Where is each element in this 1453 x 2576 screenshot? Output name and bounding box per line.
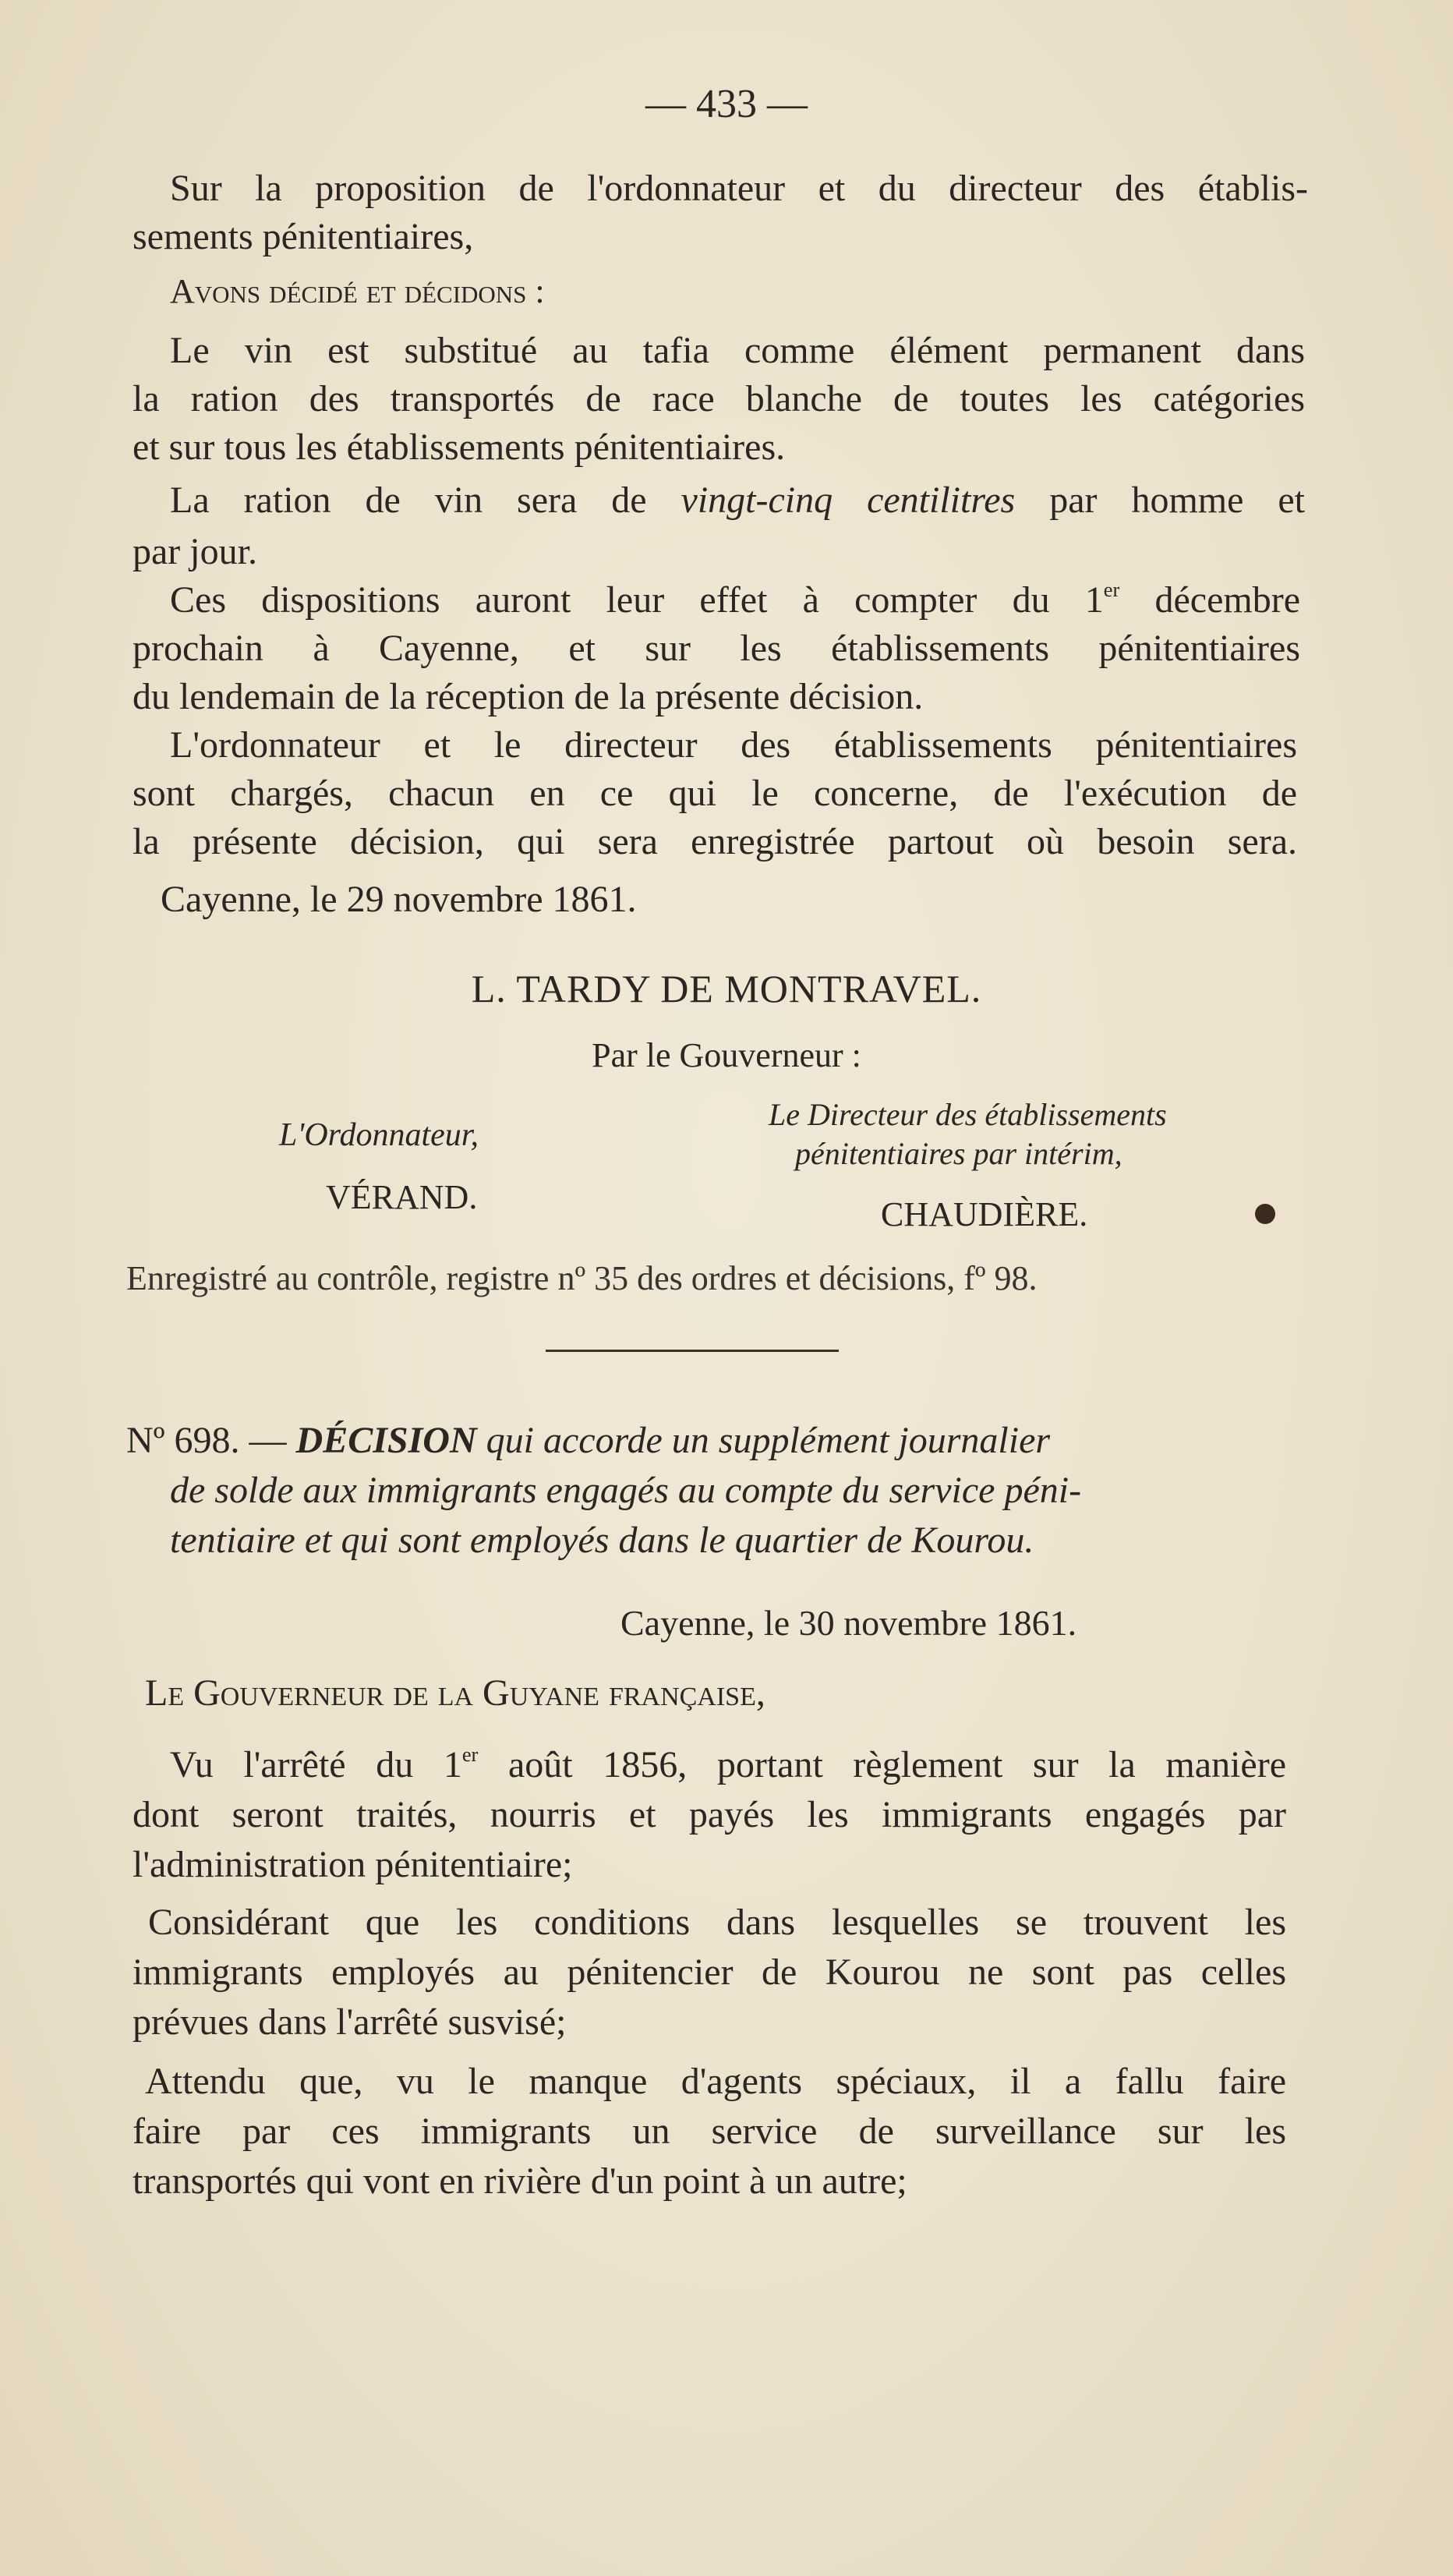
place-date: Cayenne, le 29 novembre 1861. <box>161 879 637 920</box>
page-number: — 433 — <box>645 82 808 126</box>
ink-blot <box>1255 1204 1275 1224</box>
director-title-line-1: Le Directeur des établissements <box>769 1097 1167 1132</box>
section-divider <box>546 1350 839 1352</box>
proposition-line-1: Sur la proposition de l'ordonnateur et du directeur des établis- <box>170 168 1308 209</box>
governor-line: Le Gouverneur de la Guyane française, <box>145 1672 765 1714</box>
paragraph-4-line-1: L'ordonnateur et le directeur des établissements pénitentiaires <box>170 724 1297 766</box>
attendu-line-2: faire par ces immigrants un service de surveillance sur les <box>133 2111 1286 2152</box>
signatory: L. TARDY DE MONTRAVEL. <box>471 967 982 1010</box>
proposition-line-2: sements pénitentiaires, <box>133 216 474 257</box>
paragraph-1-line-3: et sur tous les établissements pénitentiaires. <box>133 426 786 468</box>
paragraph-4-line-3: la présente décision, qui sera enregistrée partout où besoin sera. <box>133 821 1297 862</box>
paragraph-4-line-2: sont chargés, chacun en ce qui le concerne, de l'exécution de <box>133 773 1297 814</box>
paragraph-3-line-3: du lendemain de la réception de la présente décision. <box>133 676 924 717</box>
attendu-line-3: transportés qui vont en rivière d'un point à un autre; <box>133 2160 907 2202</box>
decision-698-date: Cayenne, le 30 novembre 1861. <box>620 1603 1077 1643</box>
paragraph-3-line-2: prochain à Cayenne, et sur les établissements pénitentiaires <box>133 628 1300 669</box>
paragraph-1-line-1: Le vin est substitué au tafia comme élément permanent dans <box>170 330 1305 371</box>
vu-line-2: dont seront traités, nourris et payés les immigrants engagés par <box>133 1794 1286 1835</box>
attendu-line-1: Attendu que, vu le manque d'agents spéciaux, il a fallu faire <box>145 2061 1286 2102</box>
decision-698-heading-line-1: Nº 698. — DÉCISION qui accorde un supplément journalier <box>126 1420 1051 1461</box>
decision-698-heading-line-3: tentiaire et qui sont employés dans le quartier de Kourou. <box>170 1520 1034 1561</box>
considerant-line-2: immigrants employés au pénitencier de Kourou ne sont pas celles <box>133 1951 1286 1993</box>
ordonnateur-title: L'Ordonnateur, <box>279 1117 479 1153</box>
paragraph-2-line-1: La ration de vin sera de vingt-cinq centilitres par homme et <box>170 479 1306 521</box>
paragraph-2-line-2: par jour. <box>133 531 257 572</box>
paragraph-1-line-2: la ration des transportés de race blanche de toutes les catégories <box>133 378 1305 419</box>
paragraph-3-line-1: Ces dispositions auront leur effet à compter du 1er décembre <box>170 578 1300 621</box>
ordonnateur-name: VÉRAND. <box>326 1178 478 1216</box>
director-name: CHAUDIÈRE. <box>881 1195 1088 1233</box>
decision-formula: Avons décidé et décidons : <box>170 272 545 310</box>
considerant-line-1: Considérant que les conditions dans lesquelles se trouvent les <box>148 1902 1286 1943</box>
registration-note: Enregistré au contrôle, registre nº 35 des ordres et décisions, fº 98. <box>126 1259 1038 1297</box>
by-governor: Par le Gouverneur : <box>592 1036 861 1074</box>
vu-line-1: Vu l'arrêté du 1er août 1856, portant règlement sur la manière <box>170 1743 1287 1785</box>
decision-698-heading-line-2: de solde aux immigrants engagés au compte du service péni- <box>170 1470 1082 1511</box>
director-title-line-2: pénitentiaires par intérim, <box>795 1136 1122 1171</box>
vu-line-3: l'administration pénitentiaire; <box>133 1844 573 1885</box>
considerant-line-3: prévues dans l'arrêté susvisé; <box>133 2001 567 2043</box>
